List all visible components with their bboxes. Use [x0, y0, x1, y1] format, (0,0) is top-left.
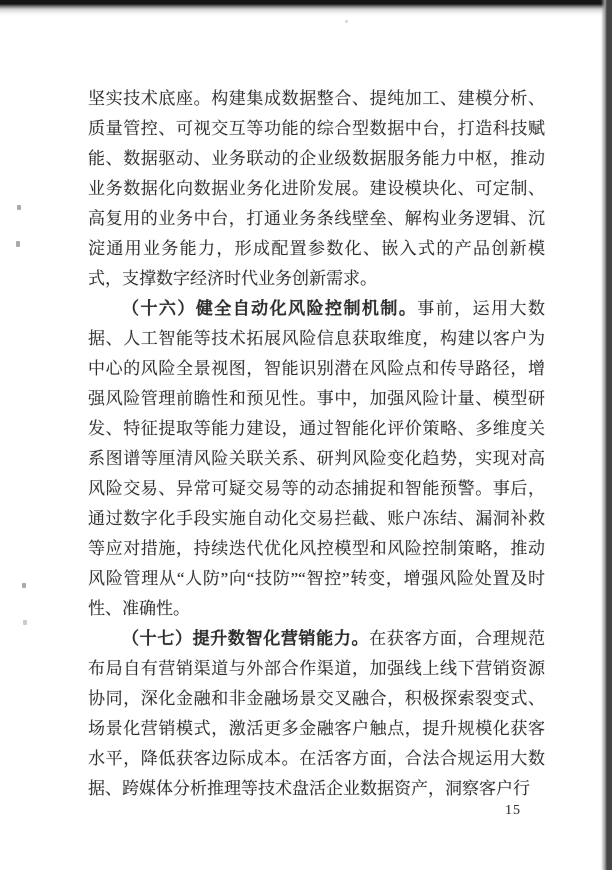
paragraph-heading: （十六）健全自动化风险控制机制。 — [122, 299, 418, 318]
scan-speck — [345, 20, 348, 23]
paragraph-item-16 — [88, 294, 545, 624]
scan-speck — [23, 620, 27, 625]
paragraph-continuation — [88, 84, 545, 294]
scan-speck — [16, 241, 20, 247]
paragraph-item-17 — [88, 624, 545, 804]
paragraph-text: 坚实技术底座。构建集成数据整合、提纯加工、建模分析、质量管控、可视交互等功能的综合型数据中台，打造科技赋能、数据驱动、业务联动的企业级数据服务能力中枢，推动业务数据化向数据业务化进阶发展。建设模块化、可定制、高复用的业务中台，打通业务条线壁垒、解构业务逻辑、沉淀通用业务能力，形成配置参数化、嵌入式的产品创新模式，支撑数字经济时代业务创新需求。 — [88, 89, 545, 288]
scan-speck — [17, 205, 21, 210]
paragraph-text: 在获客方面，合理规范布局自有营销渠道与外部合作渠道，加强线上线下营销资源协同，深化金融和非金融场景交叉融合，积极探索裂变式、场景化营销模式，激活更多金融客户触点，提升规模化获客水平，降低获客边际成本。在活客方面，合法合规运用大数据、跨媒体分析推理等技术盘活企业数据资产，洞察客户行 — [88, 629, 546, 798]
page-number: 15 — [505, 803, 521, 818]
document-body — [88, 84, 545, 804]
scan-edge-top — [0, 0, 612, 16]
scan-edge-right — [601, 0, 612, 870]
paragraph-heading: （十七）提升数智化营销能力。 — [122, 629, 370, 648]
paragraph-text: 事前，运用大数据、人工智能等技术拓展风险信息获取维度，构建以客户为中心的风险全景视图，智能识别潜在风险点和传导路径，增强风险管理前瞻性和预见性。事中，加强风险计量、模型研发、特征提取等能力建设，通过智能化评价策略、多维度关系图谱等厘清风险关联关系、研判风险变化趋势，实现对高风险交易、异常可疑交易等的动态捕捉和智能预警。事后，通过数字化手段实施自动化交易拦截、账户冻结、漏洞补救等应对措施，持续迭代优化风控模型和风险控制策略，推动风险管理从“人防”向“技防”“智控”转变，增强风险处置及时性、准确性。 — [88, 299, 546, 618]
scan-speck — [22, 583, 26, 588]
